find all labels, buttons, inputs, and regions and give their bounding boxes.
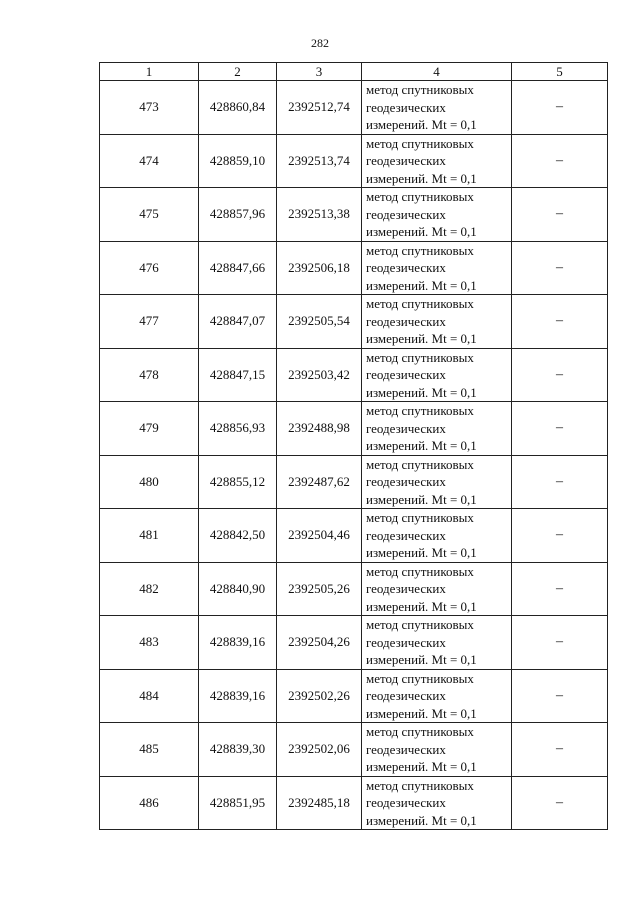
table-header-row (100, 63, 608, 81)
y-coordinate-cell: 2392512,74 (277, 81, 362, 135)
method-line: метод спутниковых (366, 724, 474, 739)
point-number-cell: 486 (100, 776, 199, 830)
method-cell (362, 562, 512, 616)
y-coordinate-cell: 2392505,54 (277, 295, 362, 349)
column-header-3: 3 (277, 63, 362, 81)
table-row (100, 348, 608, 402)
method-line: метод спутниковых (366, 403, 474, 418)
method-line: измерений. Mt = 0,1 (366, 812, 477, 828)
method-line: геодезических (366, 99, 446, 115)
table-row (100, 776, 608, 830)
method-line: метод спутниковых (366, 135, 474, 151)
note-cell: – (512, 455, 608, 509)
y-coordinate-cell: 2392485,18 (277, 776, 362, 830)
method-line: геодезических (366, 260, 446, 275)
method-line: измерений. Mt = 0,1 (366, 117, 477, 132)
method-cell (362, 241, 512, 295)
method-line: измерений. Mt = 0,1 (366, 759, 477, 774)
method-line: метод спутниковых (366, 510, 474, 525)
method-line: измерений. Mt = 0,1 (366, 545, 477, 560)
y-coordinate-cell: 2392504,46 (277, 509, 362, 563)
x-coordinate-cell: 428847,07 (199, 295, 277, 349)
note-cell: – (512, 188, 608, 242)
table-row (100, 295, 608, 349)
x-coordinate-cell: 428840,90 (199, 562, 277, 616)
method-line: метод спутниковых (366, 563, 474, 579)
table-row (100, 241, 608, 295)
column-header-1: 1 (100, 63, 199, 81)
table-row (100, 669, 608, 723)
x-coordinate-cell: 428857,96 (199, 188, 277, 242)
y-coordinate-cell: 2392505,26 (277, 562, 362, 616)
method-cell (362, 616, 512, 670)
method-line: измерений. Mt = 0,1 (366, 598, 477, 614)
table-row (100, 134, 608, 188)
y-coordinate-cell: 2392504,26 (277, 616, 362, 670)
x-coordinate-cell: 428859,10 (199, 134, 277, 188)
point-number-cell: 475 (100, 188, 199, 242)
y-coordinate-cell: 2392506,18 (277, 241, 362, 295)
method-line: геодезических (366, 153, 446, 168)
method-line: измерений. Mt = 0,1 (366, 491, 477, 507)
point-number-cell: 474 (100, 134, 199, 188)
note-cell: – (512, 776, 608, 830)
y-coordinate-cell: 2392503,42 (277, 348, 362, 402)
method-cell (362, 188, 512, 242)
note-cell: – (512, 509, 608, 563)
x-coordinate-cell: 428855,12 (199, 455, 277, 509)
y-coordinate-cell: 2392488,98 (277, 402, 362, 456)
method-cell (362, 402, 512, 456)
method-line: метод спутниковых (366, 456, 474, 472)
method-line: метод спутниковых (366, 670, 474, 686)
page-number: 282 (311, 36, 329, 50)
point-number-cell: 478 (100, 348, 199, 402)
method-line: геодезических (366, 367, 446, 382)
method-line: метод спутниковых (366, 777, 474, 793)
method-line: измерений. Mt = 0,1 (366, 331, 477, 346)
method-cell (362, 669, 512, 723)
table-row (100, 455, 608, 509)
method-line: геодезических (366, 420, 446, 436)
note-cell: – (512, 723, 608, 777)
x-coordinate-cell: 428856,93 (199, 402, 277, 456)
method-line: метод спутниковых (366, 349, 474, 365)
method-line: геодезических (366, 634, 446, 650)
x-coordinate-cell: 428860,84 (199, 81, 277, 135)
x-coordinate-cell: 428851,95 (199, 776, 277, 830)
x-coordinate-cell: 428847,66 (199, 241, 277, 295)
method-line: измерений. Mt = 0,1 (366, 224, 477, 239)
method-line: геодезических (366, 741, 446, 757)
method-line: измерений. Mt = 0,1 (366, 652, 477, 667)
note-cell: – (512, 669, 608, 723)
point-number-cell: 485 (100, 723, 199, 777)
method-cell (362, 81, 512, 135)
point-number-cell: 479 (100, 402, 199, 456)
method-line: геодезических (366, 527, 446, 543)
method-cell (362, 134, 512, 188)
method-line: измерений. Mt = 0,1 (366, 384, 477, 400)
point-number-cell: 484 (100, 669, 199, 723)
method-cell (362, 509, 512, 563)
method-cell (362, 295, 512, 349)
y-coordinate-cell: 2392502,26 (277, 669, 362, 723)
method-line: метод спутниковых (366, 296, 474, 311)
y-coordinate-cell: 2392513,74 (277, 134, 362, 188)
x-coordinate-cell: 428839,16 (199, 616, 277, 670)
point-number-cell: 481 (100, 509, 199, 563)
table-row (100, 723, 608, 777)
column-header-4: 4 (362, 63, 512, 81)
note-cell: – (512, 348, 608, 402)
method-line: геодезических (366, 474, 446, 489)
note-cell: – (512, 134, 608, 188)
note-cell: – (512, 241, 608, 295)
method-cell (362, 776, 512, 830)
method-line: геодезических (366, 688, 446, 703)
note-cell: – (512, 562, 608, 616)
method-line: измерений. Mt = 0,1 (366, 438, 477, 453)
table-row (100, 188, 608, 242)
method-line: метод спутниковых (366, 82, 474, 97)
point-number-cell: 480 (100, 455, 199, 509)
column-header-5: 5 (512, 63, 608, 81)
method-line: измерений. Mt = 0,1 (366, 277, 477, 293)
note-cell: – (512, 402, 608, 456)
point-number-cell: 473 (100, 81, 199, 135)
point-number-cell: 477 (100, 295, 199, 349)
y-coordinate-cell: 2392502,06 (277, 723, 362, 777)
coordinates-table (99, 62, 608, 830)
point-number-cell: 483 (100, 616, 199, 670)
method-cell (362, 723, 512, 777)
method-line: геодезических (366, 795, 446, 810)
table-row (100, 81, 608, 135)
note-cell: – (512, 295, 608, 349)
y-coordinate-cell: 2392487,62 (277, 455, 362, 509)
note-cell: – (512, 81, 608, 135)
column-header-2: 2 (199, 63, 277, 81)
x-coordinate-cell: 428839,16 (199, 669, 277, 723)
method-line: метод спутниковых (366, 617, 474, 632)
method-line: метод спутниковых (366, 242, 474, 258)
method-line: геодезических (366, 313, 446, 329)
table-row (100, 402, 608, 456)
x-coordinate-cell: 428847,15 (199, 348, 277, 402)
method-line: измерений. Mt = 0,1 (366, 170, 477, 186)
method-line: измерений. Mt = 0,1 (366, 705, 477, 721)
method-line: геодезических (366, 206, 446, 222)
x-coordinate-cell: 428842,50 (199, 509, 277, 563)
method-cell (362, 455, 512, 509)
method-line: метод спутниковых (366, 189, 474, 204)
point-number-cell: 482 (100, 562, 199, 616)
method-cell (362, 348, 512, 402)
method-line: геодезических (366, 581, 446, 596)
table-row (100, 562, 608, 616)
point-number-cell: 476 (100, 241, 199, 295)
table-row (100, 509, 608, 563)
note-cell: – (512, 616, 608, 670)
y-coordinate-cell: 2392513,38 (277, 188, 362, 242)
table-row (100, 616, 608, 670)
x-coordinate-cell: 428839,30 (199, 723, 277, 777)
